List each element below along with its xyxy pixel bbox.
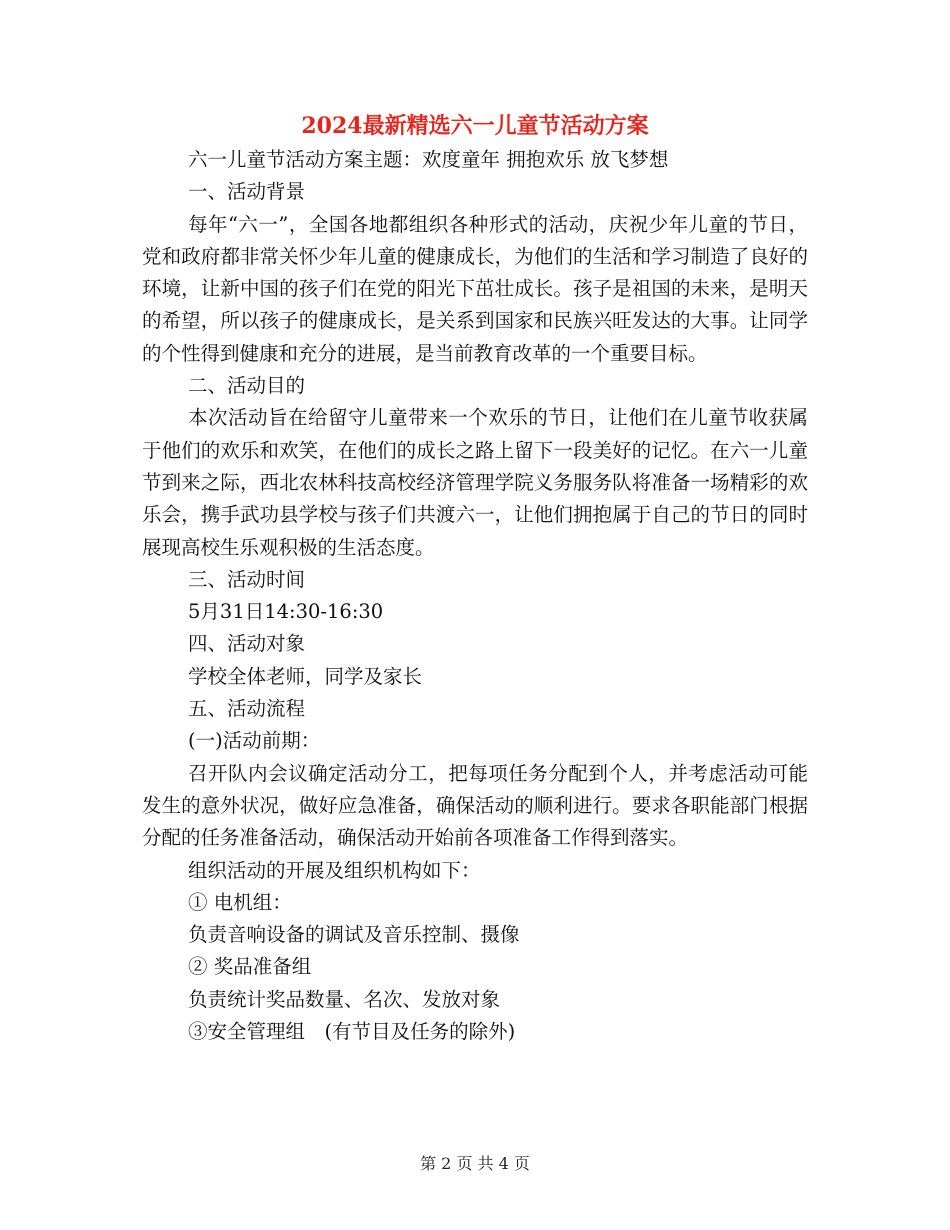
section-heading-purpose: 二、活动目的 xyxy=(188,374,306,398)
section-heading-audience: 四、活动对象 xyxy=(188,632,306,656)
document-title: 2024最新精选六一儿童节活动方案 xyxy=(301,113,649,139)
group-duty-electrical: 负责音响设备的调试及音乐控制、摄像 xyxy=(188,923,520,947)
activity-time: 5月31日14:30-16:30 xyxy=(188,600,384,624)
document-body xyxy=(142,144,808,1048)
organization-intro: 组织活动的开展及组织机构如下： xyxy=(188,858,481,882)
activity-audience: 学校全体老师，同学及家长 xyxy=(188,664,423,688)
page-number: 第 2 页 共 4 页 xyxy=(420,1154,530,1173)
theme-line: 六一儿童节活动方案主题：欢度童年 拥抱欢乐 放飞梦想 xyxy=(188,148,669,171)
group-heading-electrical: ① 电机组： xyxy=(188,890,292,914)
background-paragraph: 每年“六一”，全国各地都组织各种形式的活动，庆祝少年儿童的节日，党和政府都非常关怀少年儿童的健康成长，为他们的生活和学习制造了良好的环境，让新中国的孩子们在党的阳光下茁壮成长。孩子是祖国的未来，是明天的希望，所以孩子的健康成长，是关系到国家和民族兴旺发达的大事。让同学的个性得到健康和充分的进展，是当前教育改革的一个重要目标。 xyxy=(142,212,808,365)
section-heading-background: 一、活动背景 xyxy=(188,180,306,204)
section-heading-process: 五、活动流程 xyxy=(188,697,306,721)
purpose-paragraph: 本次活动旨在给留守儿童带来一个欢乐的节日，让他们在儿童节收获属于他们的欢乐和欢笑，在他们的成长之路上留下一段美好的记忆。在六一儿童节到来之际，西北农林科技高校经济管理学院义务服务队将准备一场精彩的欢乐会，携手武功县学校与孩子们共渡六一，让他们拥抱属于自己的节日的同时展现高校生乐观积极的生活态度。 xyxy=(142,406,808,559)
group-heading-safety: ③安全管理组 (有节目及任务的除外) xyxy=(188,1020,516,1044)
phase-heading-preparation: (一)活动前期： xyxy=(188,729,321,753)
preparation-paragraph: 召开队内会议确定活动分工，把每项任务分配到个人，并考虑活动可能发生的意外状况，做好应急准备，确保活动的顺利进行。要求各职能部门根据分配的任务准备活动，确保活动开始前各项准备工作得到落实。 xyxy=(142,761,808,850)
group-heading-prizes: ② 奖品准备组 xyxy=(188,955,312,979)
section-heading-time: 三、活动时间 xyxy=(188,567,306,591)
group-duty-prizes: 负责统计奖品数量、名次、发放对象 xyxy=(188,987,501,1011)
